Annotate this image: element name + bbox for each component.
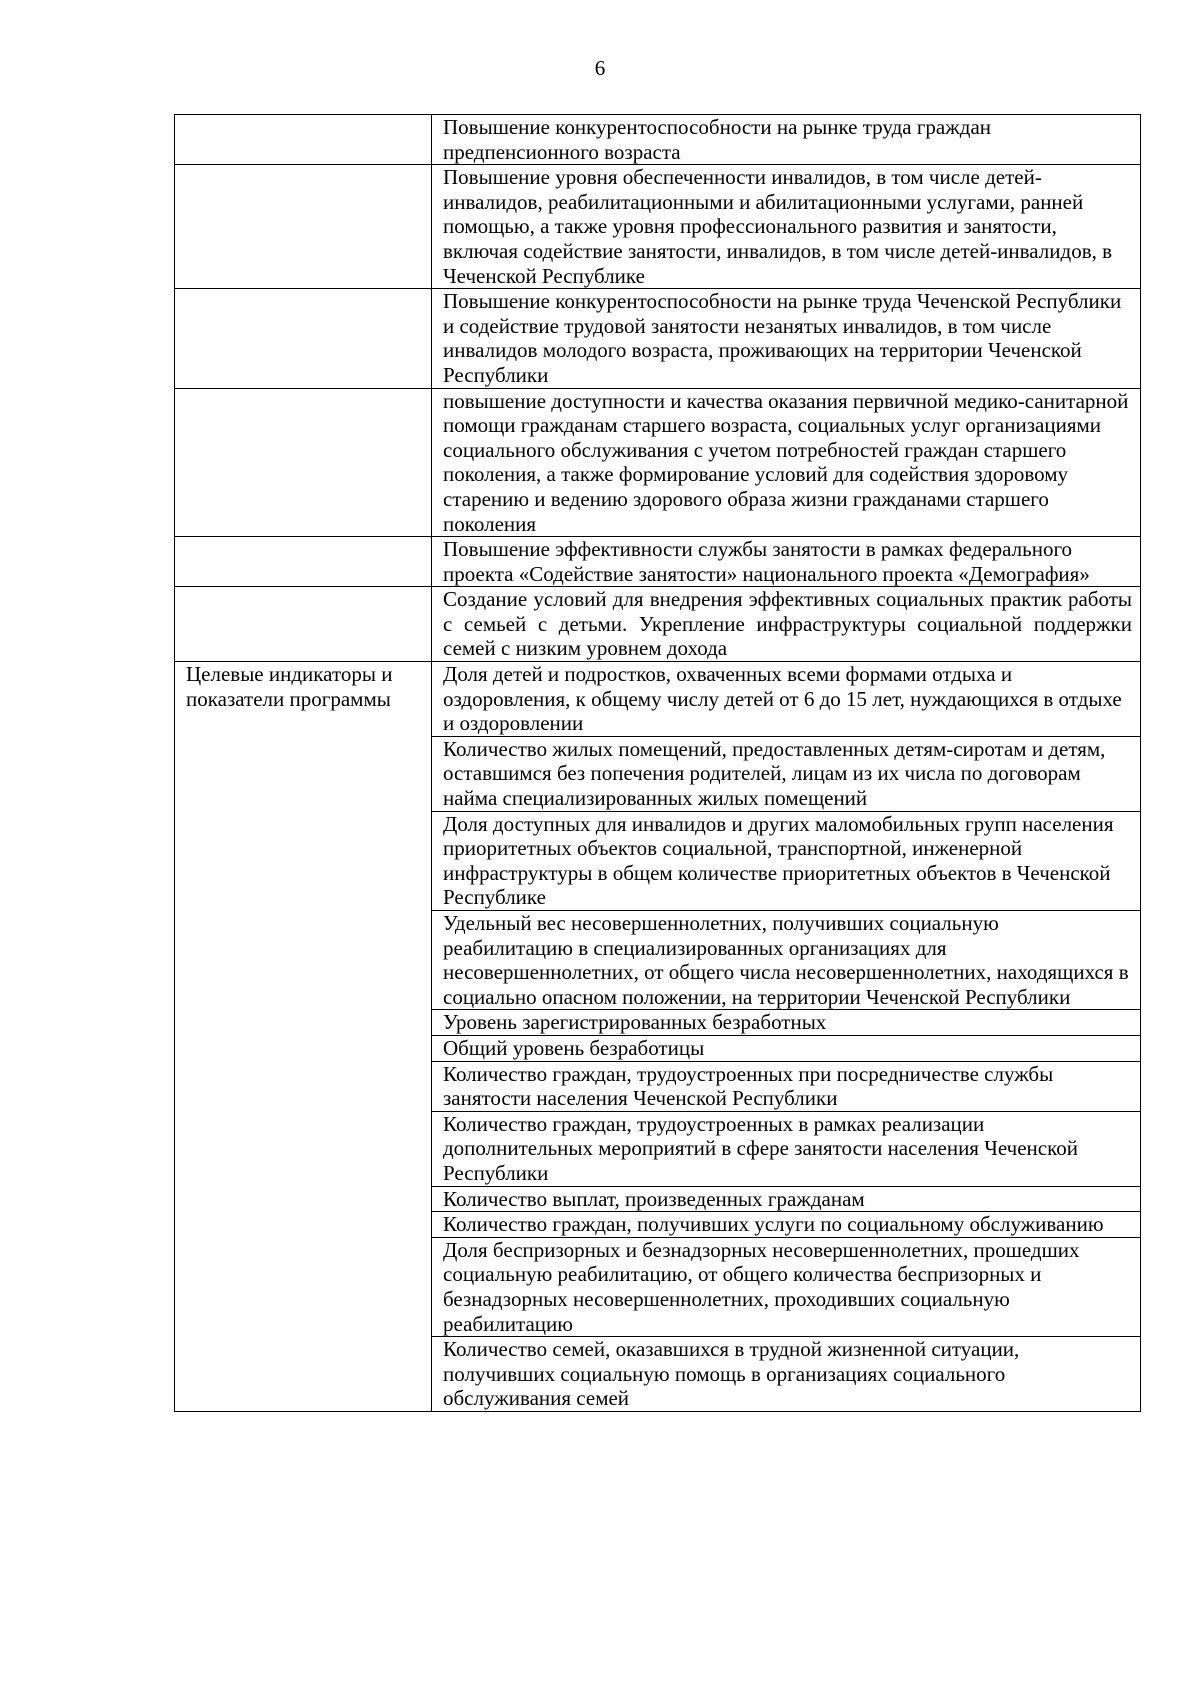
row-text: Повышение конкурентоспособности на рынке труда граждан предпенсионного возраста: [432, 115, 1141, 165]
row-label: [175, 388, 432, 537]
indicator-text: Общий уровень безработицы: [432, 1035, 1141, 1061]
indicators-label: Целевые индикаторы и показатели программы: [175, 662, 432, 1412]
row-label: [175, 115, 432, 165]
indicator-text: Уровень зарегистрированных безработных: [432, 1010, 1141, 1036]
indicator-text: Доля детей и подростков, охваченных всеми формами отдыха и оздоровления, к общему числу детей от 6 до 15 лет, нуждающихся в отдыхе и оздоровлении: [432, 662, 1141, 737]
row-label: [175, 587, 432, 662]
table-row: [175, 388, 1141, 537]
row-label: [175, 165, 432, 289]
indicator-text: Доля беспризорных и безнадзорных несовершеннолетних, прошедших социальную реабилитацию, от общего количества беспризорных и безнадзорных несовершеннолетних, проходивших социальную реабилитацию: [432, 1237, 1141, 1336]
row-text: Повышение эффективности службы занятости в рамках федерального проекта «Содействие занятости» национального проекта «Демография»: [432, 537, 1141, 587]
row-text: Повышение конкурентоспособности на рынке труда Чеченской Республики и содействие трудовой занятости незанятых инвалидов, в том числе инвалидов молодого возраста, проживающих на территории Чеченской Республики: [432, 289, 1141, 388]
table-row: [175, 587, 1141, 662]
row-text: повышение доступности и качества оказания первичной медико-санитарной помощи гражданам старшего возраста, социальных услуг организациями социального обслуживания с учетом потребностей граждан старшего поколения, а также формирование условий для содействия здоровому старению и ведению здорового образа жизни гражданами старшего поколения: [432, 388, 1141, 537]
row-label: [175, 289, 432, 388]
row-text: Повышение уровня обеспеченности инвалидов, в том числе детей-инвалидов, реабилитационными и абилитационными услугами, ранней помощью, а также уровня профессионального развития и занятости, включая содействие занятости, инвалидов, в том числе детей-инвалидов, в Чеченской Республике: [432, 165, 1141, 289]
indicator-text: Количество выплат, произведенных гражданам: [432, 1186, 1141, 1212]
row-text: Создание условий для внедрения эффективных социальных практик работы с семьей с детьми. Укрепление инфраструктуры социальной поддержки семей с низким уровнем дохода: [432, 587, 1141, 662]
indicator-text: Количество жилых помещений, предоставленных детям-сиротам и детям, оставшимся без попечения родителей, лицам из их числа по договорам найма специализированных жилых помещений: [432, 736, 1141, 811]
indicator-text: Количество граждан, трудоустроенных при посредничестве службы занятости населения Чеченской Республики: [432, 1061, 1141, 1111]
table-row: [175, 165, 1141, 289]
page-number: 6: [594, 56, 606, 80]
table-row: [175, 289, 1141, 388]
table-row: [175, 537, 1141, 587]
program-passport-table: [174, 114, 1141, 1412]
indicator-text: Количество граждан, получивших услуги по социальному обслуживанию: [432, 1212, 1141, 1238]
row-label: [175, 537, 432, 587]
indicator-text: Удельный вес несовершеннолетних, получивших социальную реабилитацию в специализированных организациях для несовершеннолетних, от общего числа несовершеннолетних, находящихся в социально опасном положении, на территории Чеченской Республики: [432, 911, 1141, 1010]
indicator-text: Доля доступных для инвалидов и других маломобильных групп населения приоритетных объектов социальной, транспортной, инженерной инфраструктуры в общем количестве приоритетных объектов в Чеченской Республике: [432, 811, 1141, 910]
table-row: [175, 115, 1141, 165]
table-row: [175, 662, 1141, 737]
indicator-text: Количество семей, оказавшихся в трудной жизненной ситуации, получивших социальную помощь в организациях социального обслуживания семей: [432, 1337, 1141, 1412]
indicator-text: Количество граждан, трудоустроенных в рамках реализации дополнительных мероприятий в сфере занятости населения Чеченской Республики: [432, 1111, 1141, 1186]
